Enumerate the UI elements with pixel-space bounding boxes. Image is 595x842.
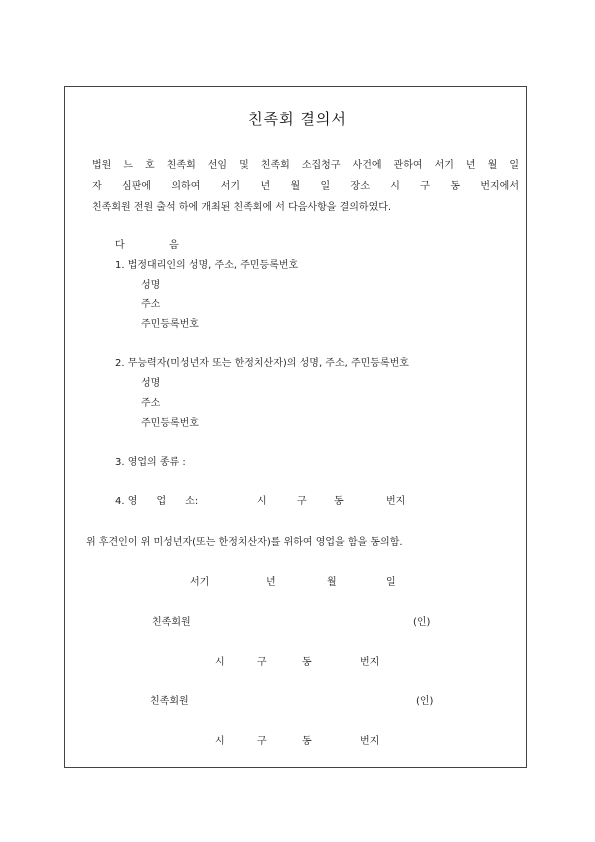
member2-label: 친족회원 (150, 696, 189, 707)
document-title: 친족회 결의서 (248, 110, 347, 128)
member1-label: 친족회원 (152, 617, 191, 628)
item3-heading: 3. 영업의 종류 : (115, 457, 186, 468)
consent-statement: 위 후견인이 위 미성년자(또는 한정치산자)를 위하여 영업을 함을 동의함. (86, 537, 403, 548)
item1-name-label: 성명 (141, 280, 161, 291)
item1-address-label: 주소 (141, 299, 161, 310)
item2-address-label: 주소 (141, 398, 161, 409)
intro-line-2: 자 심판에 의하여 서기 년 월 일 장소 시 구 동 번지에서 (92, 181, 519, 192)
item2-heading: 2. 무능력자(미성년자 또는 한정치산자)의 성명, 주소, 주민등록번호 (115, 358, 409, 369)
member1-gu: 구 (257, 657, 267, 668)
member1-si: 시 (215, 657, 225, 668)
member1-seal: (인) (413, 617, 431, 628)
item2-rrn-label: 주민등록번호 (141, 418, 199, 429)
member2-seal: (인) (416, 696, 434, 707)
next-heading: 다 음 (115, 240, 179, 251)
item4-dong: 동 (334, 496, 344, 507)
item4-si: 시 (257, 496, 267, 507)
item4-beonji: 번지 (386, 496, 406, 507)
item1-heading: 1. 법정대리인의 성명, 주소, 주민등록번호 (115, 260, 299, 271)
date-year: 년 (266, 577, 276, 588)
item2-name-label: 성명 (141, 378, 161, 389)
date-day: 일 (386, 577, 396, 588)
member2-beonji: 번지 (360, 736, 380, 747)
intro-line-1: 법원 느 호 친족회 선임 및 친족회 소집청구 사건에 관하여 서기 년 월 일 (92, 160, 519, 171)
member2-si: 시 (215, 736, 225, 747)
member1-dong: 동 (302, 657, 312, 668)
item4-heading: 4. 영 업 소: (115, 496, 199, 507)
item1-rrn-label: 주민등록번호 (141, 319, 199, 330)
item4-gu: 구 (297, 496, 307, 507)
member2-dong: 동 (302, 736, 312, 747)
member1-beonji: 번지 (360, 657, 380, 668)
date-era: 서기 (190, 577, 210, 588)
intro-line-3: 친족회원 전원 출석 하에 개최된 친족회에 서 다음사항을 결의하였다. (92, 202, 392, 213)
date-month: 월 (327, 577, 337, 588)
member2-gu: 구 (257, 736, 267, 747)
